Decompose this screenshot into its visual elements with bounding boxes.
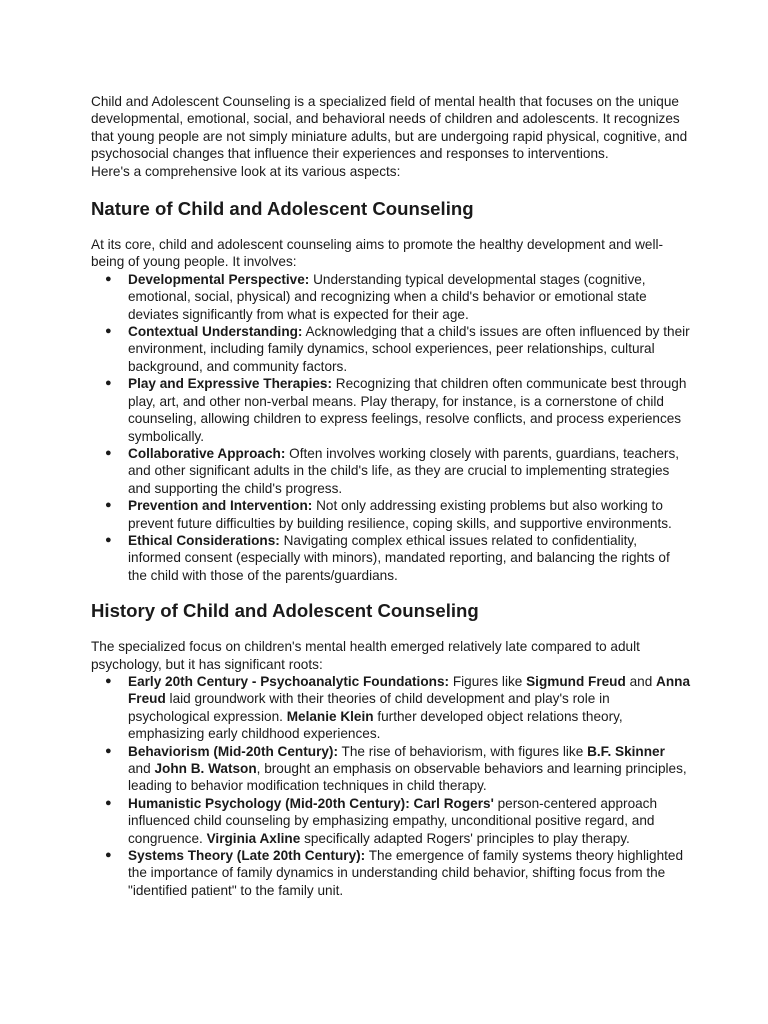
- list-item-text: Often involves working closely with parents, guardians, teachers, and other significant adults in the child's life, as they are crucial to implementing strategies and supporting the child's progress.: [128, 445, 680, 496]
- list-item-term: Systems Theory (Late 20th Century):: [128, 848, 366, 864]
- list-item-text: and: [128, 761, 155, 776]
- list-item-text: specifically adapted Rogers' principles to play therapy.: [300, 830, 630, 846]
- list-item: [91, 532, 691, 584]
- list-item-text: Understanding typical developmental stages (cognitive, emotional, social, physical) and recognizing when a child's behavior or emotional state deviates significantly from what is expected for their age.: [128, 271, 647, 322]
- nature-heading: Nature of Child and Adolescent Counseling: [91, 198, 474, 220]
- document-page: [91, 93, 691, 899]
- list-item-text: , brought an emphasis on observable behaviors and learning principles, leading to behavior modification techniques in child therapy.: [128, 761, 687, 794]
- bullet-icon: ●: [105, 796, 112, 809]
- list-item-text: The rise of behaviorism, with figures like: [337, 743, 588, 759]
- bullet-icon: ●: [105, 377, 112, 390]
- person-name: Carl Rogers': [413, 795, 494, 811]
- bullet-icon: ●: [105, 849, 112, 862]
- bullet-icon: ●: [105, 272, 112, 285]
- list-item-text: and: [625, 673, 657, 689]
- list-item-text: Figures like: [449, 673, 527, 689]
- history-list: [91, 673, 691, 899]
- bullet-icon: ●: [105, 674, 112, 687]
- list-item-term: Early 20th Century - Psychoanalytic Foundations:: [128, 673, 450, 689]
- list-item-text: The emergence of family systems theory highlighted the importance of family dynamics in understanding child behavior, shifting focus from the "identified patient" to the family unit.: [128, 848, 684, 898]
- list-item-term: Behaviorism (Mid-20th Century):: [128, 743, 338, 759]
- list-item: [91, 323, 691, 375]
- bullet-icon: ●: [105, 499, 112, 512]
- list-item-term: Ethical Considerations:: [128, 532, 280, 548]
- list-item: [91, 445, 691, 497]
- intro-paragraph: Child and Adolescent Counseling is a specialized field of mental health that focuses on the unique developmental, emotional, social, and behavioral needs of children and adolescents. It recognizes that young people are not simply miniature adults, but are undergoing rapid physical, cognitive, and psychosocial changes that influence their experiences and responses to interventions.: [91, 94, 688, 162]
- intro-lead: Here's a comprehensive look at its various aspects:: [91, 163, 401, 179]
- list-item-text: Not only addressing existing problems but also working to prevent future difficulties by building resilience, coping skills, and supportive environments.: [128, 498, 672, 531]
- list-item-text: Acknowledging that a child's issues are often influenced by their environment, including family dynamics, school experiences, peer relationships, cultural background, and community factors.: [128, 324, 690, 374]
- bullet-icon: ●: [105, 325, 112, 338]
- list-item: [91, 743, 691, 795]
- person-name: John B. Watson: [154, 761, 257, 776]
- history-lead: The specialized focus on children's mental health emerged relatively late compared to adult psychology, but it has significant roots:: [91, 639, 640, 672]
- list-item: [91, 673, 691, 743]
- bullet-icon: ●: [105, 446, 112, 459]
- bullet-icon: ●: [105, 533, 112, 546]
- list-item-text: further developed object relations theory, emphasizing early childhood experiences.: [128, 708, 623, 742]
- list-item-term: Play and Expressive Therapies:: [128, 376, 333, 392]
- list-item: [91, 271, 691, 323]
- list-item-text: Recognizing that children often communicate best through play, art, and other non-verbal means. Play therapy, for instance, is a cornerstone of child counseling, allowing children to express feelings, resolve conflicts, and process experiences symbolically.: [128, 376, 687, 444]
- list-item-term: Humanistic Psychology (Mid-20th Century):: [128, 795, 410, 811]
- person-name: Sigmund Freud: [526, 673, 626, 689]
- list-item: [91, 497, 691, 532]
- list-item-text: Navigating complex ethical issues related to confidentiality, informed consent (especially with minors), mandated reporting, and balancing the rights of the child with those of the parents/guardians.: [128, 532, 670, 583]
- list-item: [91, 795, 691, 847]
- nature-lead: At its core, child and adolescent counseling aims to promote the healthy development and well-being of young people. It involves:: [91, 237, 664, 270]
- bullet-icon: ●: [105, 744, 112, 757]
- history-heading: History of Child and Adolescent Counseling: [91, 600, 479, 622]
- list-item-text: laid groundwork with their theories of child development and play's role in psychological expression.: [128, 691, 610, 724]
- list-item-text: person-centered approach influenced child counseling by emphasizing empathy, unconditional positive regard, and congruence.: [128, 795, 658, 846]
- list-item: [91, 375, 691, 445]
- list-item-term: Prevention and Intervention:: [128, 498, 313, 514]
- person-name: Anna Freud: [128, 673, 691, 707]
- list-item: [91, 847, 691, 899]
- person-name: Melanie Klein: [286, 708, 374, 724]
- nature-list: [91, 271, 691, 584]
- list-item-term: Developmental Perspective:: [128, 271, 310, 287]
- person-name: B.F. Skinner: [587, 743, 665, 759]
- person-name: Virginia Axline: [206, 830, 301, 846]
- list-item-term: Contextual Understanding:: [128, 324, 303, 340]
- list-item-term: Collaborative Approach:: [128, 445, 286, 461]
